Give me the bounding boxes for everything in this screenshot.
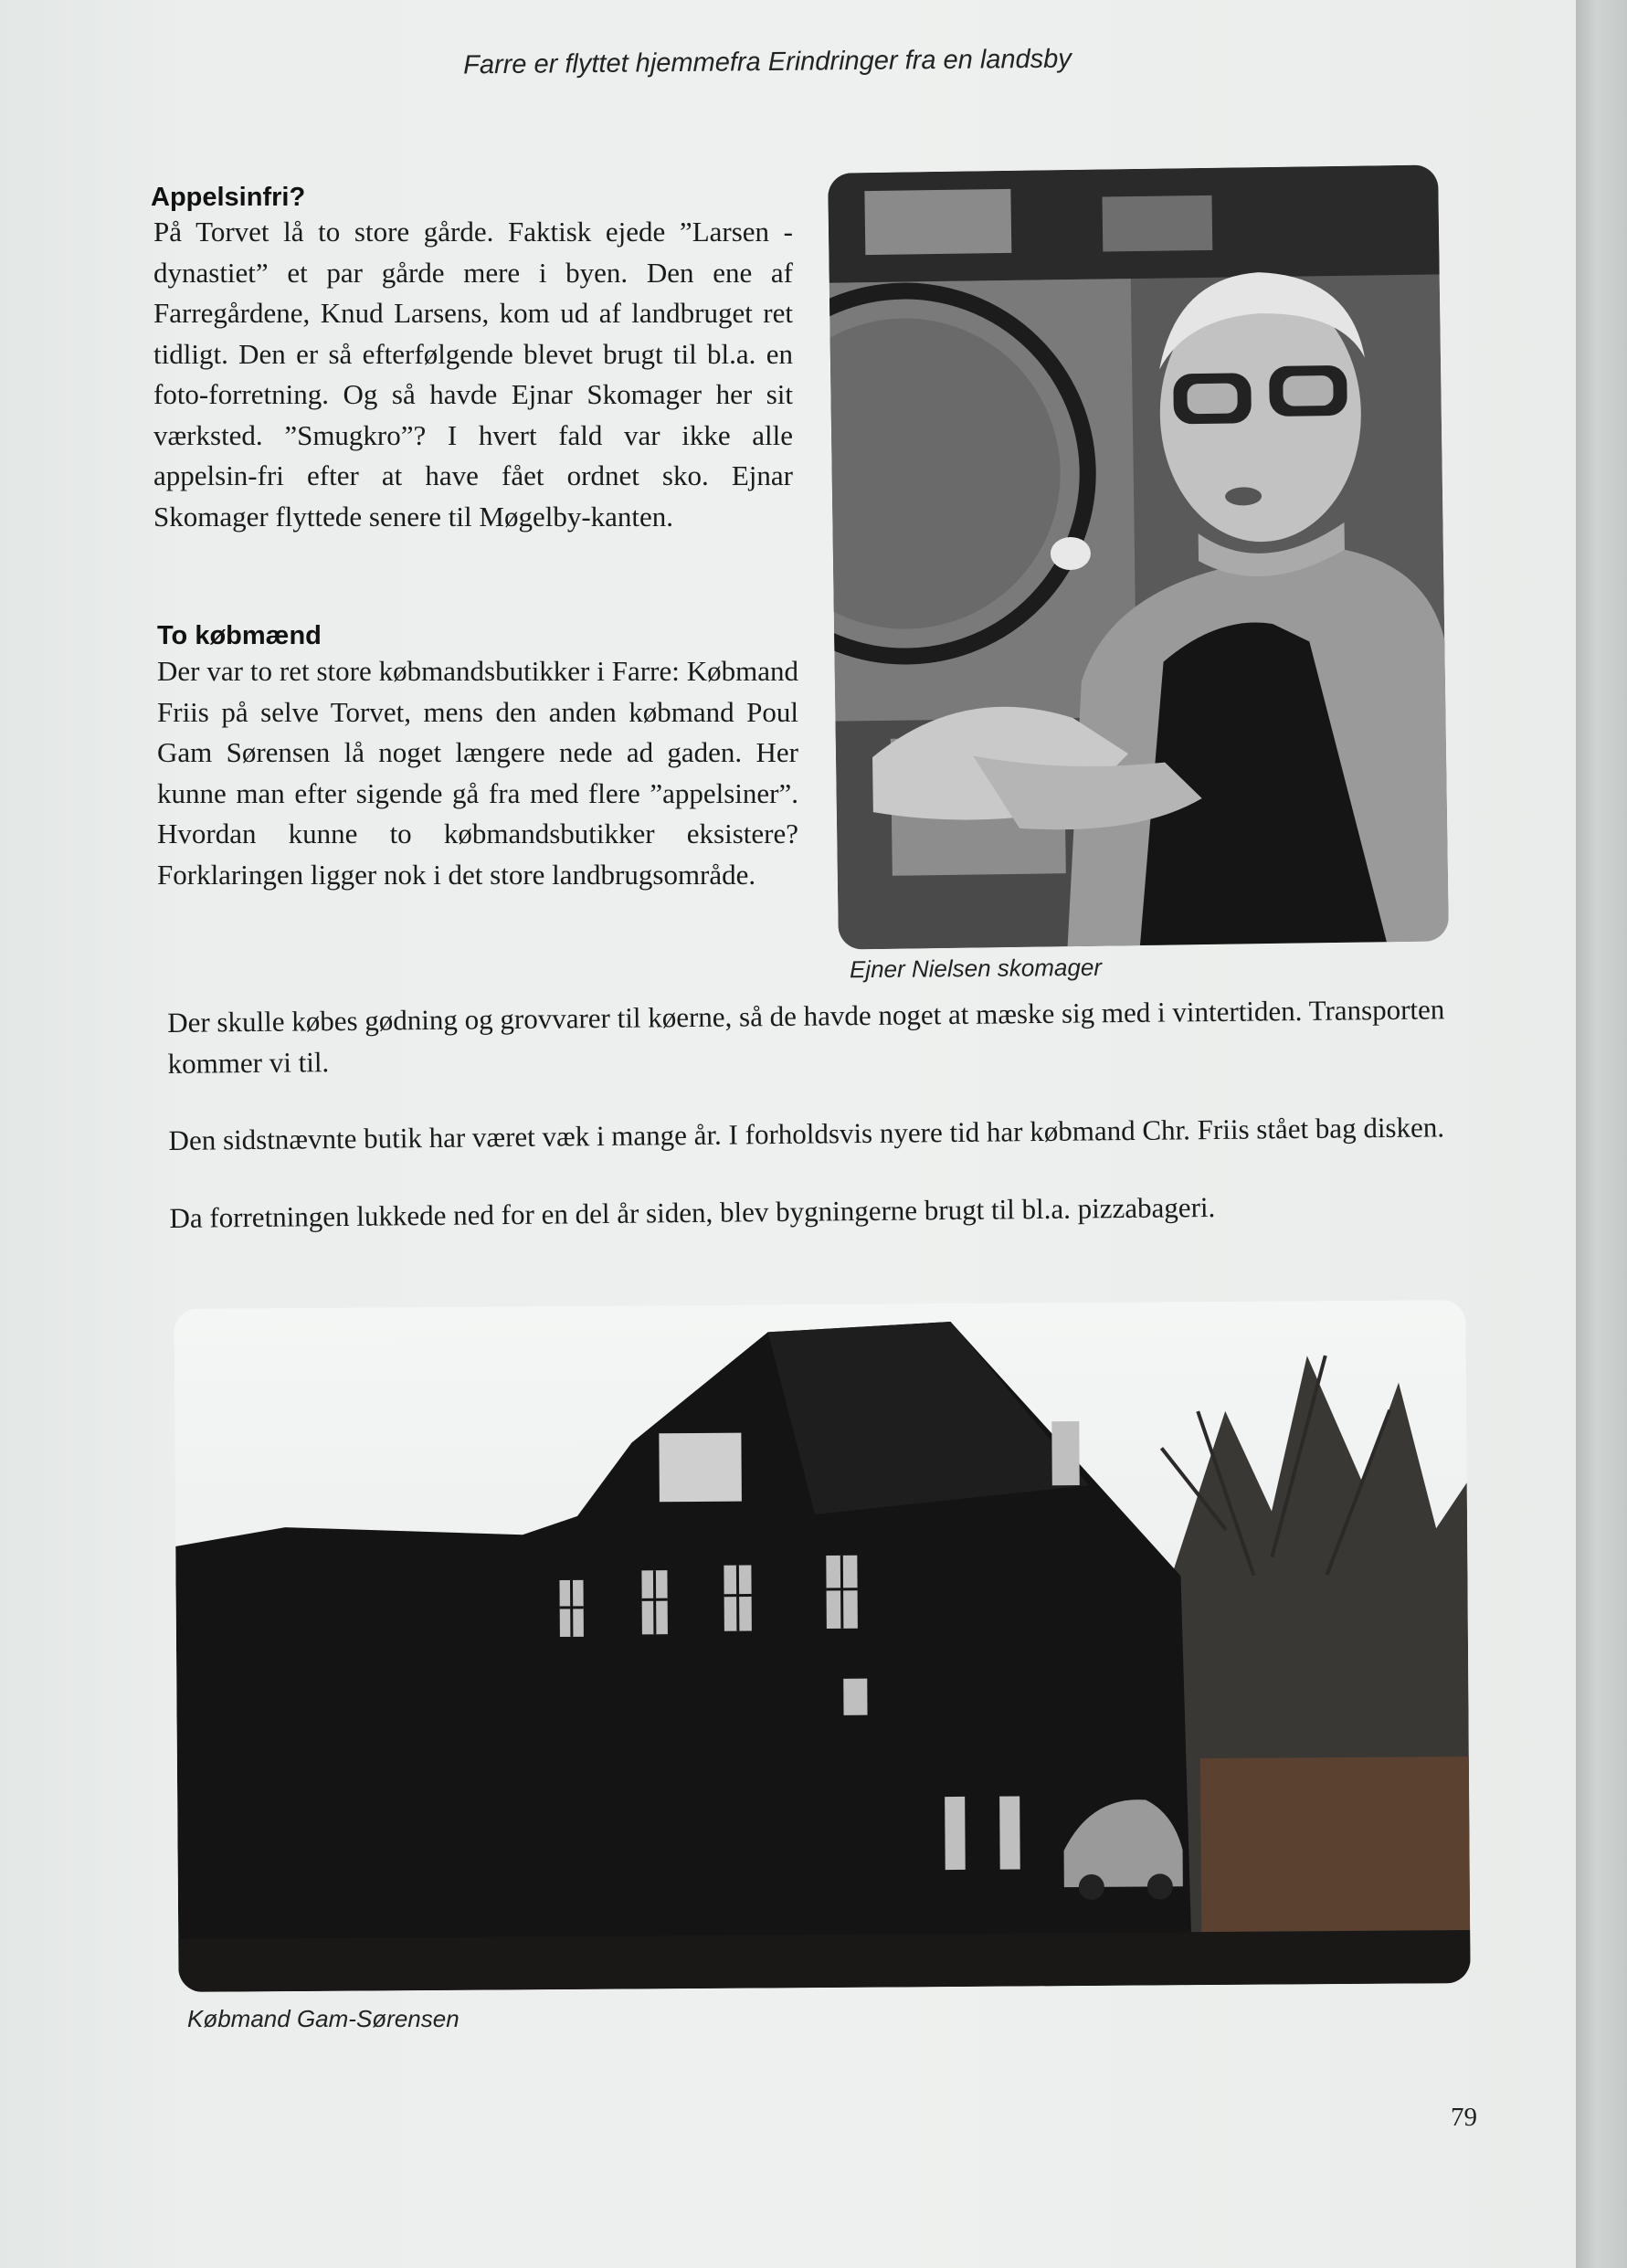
section-text-koebmaend	[157, 651, 798, 895]
paragraph: Der skulle købes gødning og grovvarer til køerne, så de havde noget at mæske sig med i vintertiden. Transporten kommer vi til.	[167, 993, 1445, 1080]
caption-grocer-building: Købmand Gam-Sørensen	[187, 2005, 460, 2032]
running-header: Farre er flyttet hjemmefra Erindringer fra en landsby	[463, 44, 1072, 80]
paragraph: Den sidstnævnte butik har været væk i mange år. I forholdsvis nyere tid har købmand Chr. Friis stået bag disken.	[168, 1111, 1445, 1156]
section-text-appelsinfri	[153, 212, 793, 537]
paragraph: Der var to ret store købmandsbutikker i Farre: Købmand Friis på selve Torvet, mens den anden købmand Poul Gam Sørensen lå noget længere nede ad gaden. Her kunne man efter sigende gå fra med flere ”appelsiner”. Hvordan kunne to købmandsbutikker eksistere? Forklaringen ligger nok i det store landbrugsområde.	[157, 655, 798, 891]
section-heading-koebmaend: To købmænd	[157, 621, 322, 650]
page-number: 79	[1451, 2103, 1477, 2132]
full-width-text	[167, 989, 1467, 1275]
section-heading-appelsinfri: Appelsinfri?	[151, 183, 306, 212]
paragraph: På Torvet lå to store gårde. Faktisk ejede ”Larsen -dynastiet” et par gårde mere i byen. Den ene af Farregårdene, Knud Larsens, kom ud af landbruget ret tidligt. Den er så efterfølgende blevet brugt til bl.a. en foto-forretning. Og så havde Ejnar Skomager her sit værksted. ”Smugkro”? I hvert fald var ikke alle appelsin-fri efter at have fået ordnet sko. Ejnar Skomager flyttede senere til Møgelby-kanten.	[153, 216, 793, 533]
photo-shoemaker	[828, 164, 1449, 949]
photo-grocer-building	[174, 1300, 1470, 1992]
page-edge	[1576, 0, 1627, 2268]
caption-shoemaker: Ejner Nielsen skomager	[849, 953, 1103, 984]
paragraph: Da forretningen lukkede ned for en del år siden, blev bygningerne brugt til bl.a. pizzabageri.	[169, 1190, 1216, 1234]
